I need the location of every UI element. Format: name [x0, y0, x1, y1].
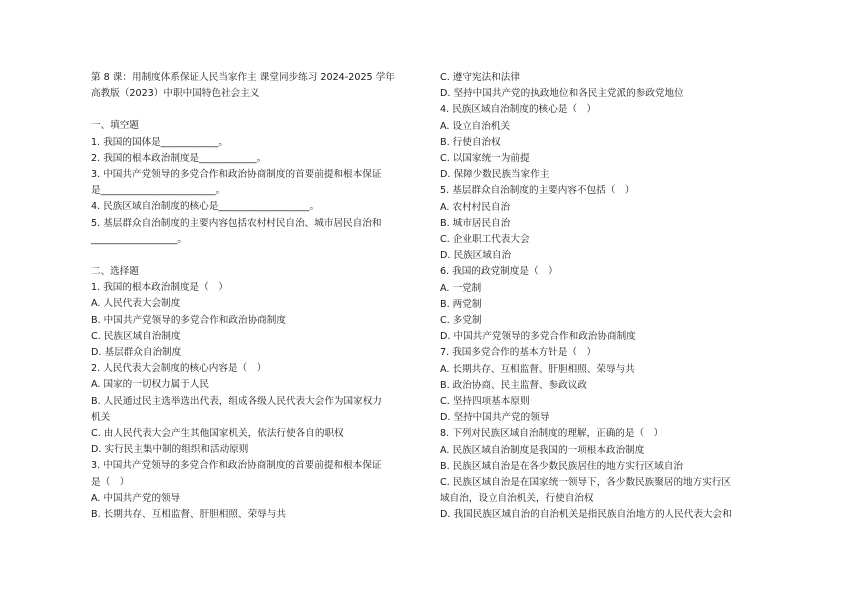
choice-option: A. 农村村民自治 — [440, 201, 511, 213]
fill-question-5-line-1: 5. 基层群众自治制度的主要内容包括农村村民自治、城市居民自治和 — [91, 217, 382, 229]
choice-option: B. 长期共存、互相监督、肝胆相照、荣辱与共 — [91, 509, 286, 521]
choice-option: C. 坚持四项基本原则 — [440, 396, 530, 408]
choice-option: D. 实行民主集中制的组织和活动原则 — [91, 444, 249, 456]
choice-option: B. 行使自治权 — [440, 136, 501, 148]
choice-option: A. 长期共存、互相监督、肝胆相照、荣辱与共 — [440, 363, 635, 375]
choice-option: C. 遵守宪法和法律 — [440, 72, 520, 83]
section-choice-heading: 二、选择题 — [91, 266, 139, 278]
choice-question-4: 4. 民族区域自治制度的核心是（ ） — [440, 104, 597, 116]
choice-question-7: 7. 我国多党合作的基本方针是（ ） — [440, 347, 597, 359]
doc-title-line-2: 高教版（2023）中职中国特色社会主义 — [91, 88, 260, 100]
choice-question-5: 5. 基层群众自治制度的主要内容不包括（ ） — [440, 185, 635, 197]
choice-question-8: 8. 下列对民族区域自治制度的理解，正确的是（ ） — [440, 428, 664, 440]
choice-question-3-line-1: 3. 中国共产党领导的多党合作和政治协商制度的首要前提和根本保证 — [91, 460, 382, 472]
choice-option: C. 多党制 — [440, 315, 482, 327]
choice-option: C. 以国家统一为前提 — [440, 153, 530, 165]
choice-question-6: 6. 我国的政党制度是（ ） — [440, 266, 558, 278]
choice-option: C. 民族区域自治是在国家统一领导下，各少数民族聚居的地方实行区 — [440, 477, 732, 489]
doc-title-line-1: 第 8 课：用制度体系保证人民当家作主 课堂同步练习 2024-2025 学年 — [91, 72, 395, 83]
choice-option: A. 人民代表大会制度 — [91, 298, 181, 310]
choice-option: D. 保障少数民族当家作主 — [440, 169, 550, 181]
choice-option: D. 中国共产党领导的多党合作和政治协商制度 — [440, 331, 636, 343]
choice-option-continued: 机关 — [91, 411, 111, 423]
choice-option: D. 民族区域自治 — [440, 250, 512, 262]
choice-option: C. 企业职工代表大会 — [440, 234, 530, 246]
choice-option: B. 民族区域自治是在各少数民族居住的地方实行区域自治 — [440, 460, 683, 472]
choice-option: A. 民族区域自治制度是我国的一项根本政治制度 — [440, 444, 645, 456]
choice-option: B. 两党制 — [440, 298, 482, 310]
fill-question-3-line-1: 3. 中国共产党领导的多党合作和政治协商制度的首要前提和根本保证 — [91, 169, 382, 181]
choice-option: A. 设立自治机关 — [440, 120, 511, 132]
fill-question-2: 2. 我国的根本政治制度是____________。 — [91, 152, 267, 164]
fill-question-1: 1. 我国的国体是____________。 — [91, 136, 228, 148]
choice-option: D. 我国民族区域自治的自治机关是指民族自治地方的人民代表大会和 — [440, 509, 732, 521]
choice-option: A. 一党制 — [440, 282, 482, 294]
fill-question-3-line-2: 是________________________。 — [91, 185, 226, 197]
fill-question-5-line-2: __________________。 — [91, 233, 187, 245]
choice-question-1: 1. 我国的根本政治制度是（ ） — [91, 282, 228, 294]
section-fill-heading: 一、填空题 — [91, 120, 139, 132]
choice-option: B. 城市居民自治 — [440, 217, 511, 229]
choice-option: B. 政治协商、民主监督、参政议政 — [440, 379, 587, 391]
choice-option: C. 民族区域自治制度 — [91, 330, 181, 342]
right-column — [440, 70, 785, 524]
choice-option: B. 人民通过民主选举选出代表，组成各级人民代表大会作为国家权力 — [91, 395, 382, 407]
choice-question-3-line-2: 是（ ） — [91, 476, 130, 488]
choice-option-continued: 域自治，设立自治机关，行使自治权 — [440, 493, 594, 505]
choice-option: C. 由人民代表大会产生其他国家机关，依法行使各自的职权 — [91, 428, 344, 440]
choice-option: B. 中国共产党领导的多党合作和政治协商制度 — [91, 314, 286, 326]
choice-option: D. 坚持中国共产党的执政地位和各民主党派的参政党地位 — [440, 88, 684, 100]
choice-option: D. 基层群众自治制度 — [91, 347, 182, 359]
fill-question-4: 4. 民族区域自治制度的核心是___________________。 — [91, 201, 320, 213]
left-column — [91, 70, 421, 523]
choice-option: D. 坚持中国共产党的领导 — [440, 412, 550, 424]
choice-option: A. 中国共产党的领导 — [91, 492, 181, 504]
choice-question-2: 2. 人民代表大会制度的核心内容是（ ） — [91, 363, 267, 375]
choice-option: A. 国家的一切权力属于人民 — [91, 379, 210, 391]
